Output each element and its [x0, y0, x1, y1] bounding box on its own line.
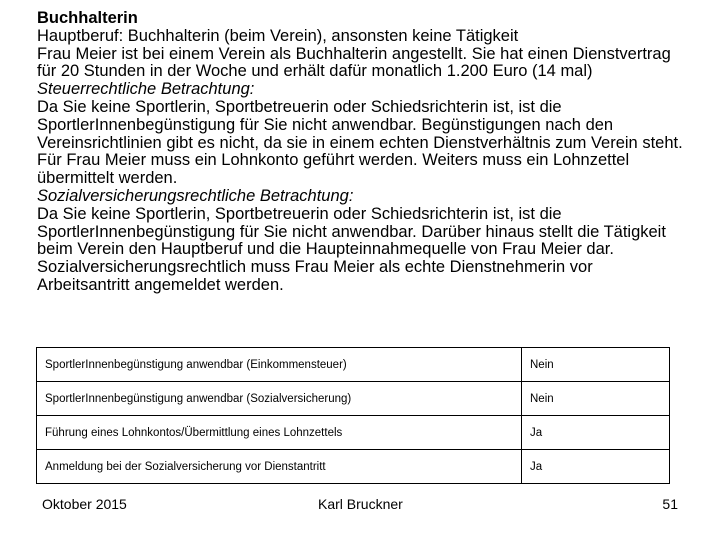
footer-page-number: 51 — [662, 496, 678, 512]
table-row-value: Ja — [522, 450, 670, 484]
intro-description: Frau Meier ist bei einem Verein als Buchhalterin angestellt. Sie hat einen Dienstvertrag für 20 Stunden in der Woche und erhält dafür monatlich 1.200 Euro (14 mal) — [37, 44, 671, 81]
table-row — [37, 382, 670, 416]
table-row-value: Nein — [522, 348, 670, 382]
summary-table — [36, 347, 670, 484]
table-row-label: SportlerInnenbegünstigung anwendbar (Sozialversicherung) — [37, 382, 522, 416]
table-row — [37, 450, 670, 484]
table-row — [37, 348, 670, 382]
table-row-value: Nein — [522, 382, 670, 416]
table-row-value: Ja — [522, 416, 670, 450]
footer-date: Oktober 2015 — [42, 496, 127, 512]
footer-author: Karl Bruckner — [318, 496, 403, 512]
table-row-label: Anmeldung bei der Sozialversicherung vor Dienstantritt — [37, 450, 522, 484]
table-row — [37, 416, 670, 450]
intro-occupation: Hauptberuf: Buchhalterin (beim Verein), ansonsten keine Tätigkeit — [37, 26, 519, 45]
table-row-label: SportlerInnenbegünstigung anwendbar (Einkommensteuer) — [37, 348, 522, 382]
table-row-label: Führung eines Lohnkontos/Übermittlung eines Lohnzettels — [37, 416, 522, 450]
page-title: Buchhalterin — [37, 9, 138, 27]
section-heading-tax: Steuerrechtliche Betrachtung: — [37, 80, 255, 99]
section-heading-social-insurance: Sozialversicherungsrechtliche Betrachtung: — [37, 186, 354, 205]
section-text-tax: Da Sie keine Sportlerin, Sportbetreuerin oder Schiedsrichterin ist, ist die SportlerInnenbegünstigung für Sie nicht anwendbar. Begünstigungen nach den Vereinsrichtlinien gibt es nicht, da sie in einem echten Dienstverhältnis zum Verein steht. Für Frau Meier muss ein Lohnkonto geführt werden. Weiters muss ein Lohnzettel übermittelt werden. — [37, 97, 683, 188]
section-text-social-insurance: Da Sie keine Sportlerin, Sportbetreuerin oder Schiedsrichterin ist, ist die SportlerInnenbegünstigung für Sie nicht anwendbar. Darüber hinaus stellt die Tätigkeit beim Verein den Hauptberuf und die Haupteinnahmequelle von Frau Meier dar. Sozialversicherungsrechtlich muss Frau Meier als echte Dienstnehmerin vor Arbeitsantritt angemeldet werden. — [37, 204, 666, 294]
document-body — [37, 10, 687, 295]
